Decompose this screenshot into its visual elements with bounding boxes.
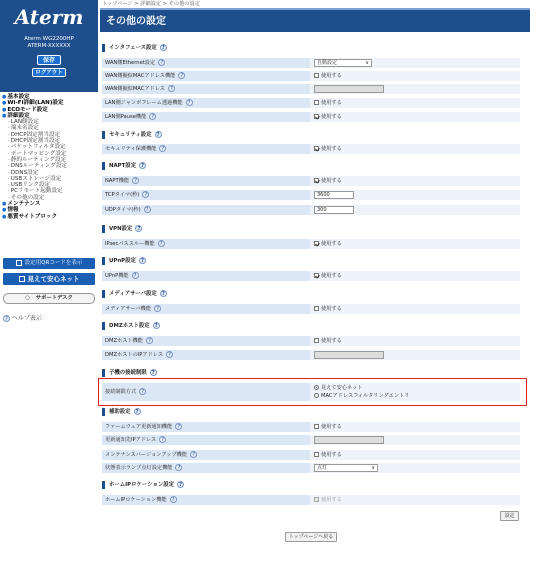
setting-value <box>310 205 520 215</box>
qr-code-label: 設定用QRコードを表示 <box>24 260 83 266</box>
setting-value <box>310 239 520 249</box>
setting-value <box>310 435 520 445</box>
setting-label <box>102 144 310 154</box>
save-button[interactable]: 保存 <box>37 55 61 65</box>
section-title: NAPT設定 <box>109 163 137 169</box>
sidebar-item[interactable]: · その他の設定 <box>2 195 96 201</box>
setting-value <box>310 176 520 186</box>
network-icon <box>19 276 25 282</box>
setting-value <box>310 304 520 314</box>
radio-label: 見えて安心ネット <box>321 385 363 391</box>
breadcrumb: トップページ > 詳細設定 > その他の設定 <box>102 1 200 7</box>
section-title: インタフェース設定 <box>109 45 157 51</box>
section-title: UPnP設定 <box>109 258 136 264</box>
setting-row-dmz_func <box>102 336 520 346</box>
setting-row-ipsec <box>102 239 520 249</box>
sidebar-item[interactable]: · LAN側設定 <box>2 119 96 125</box>
help-link[interactable] <box>3 313 42 322</box>
setting-label-text: メディアサーバ機能 <box>105 306 152 312</box>
help-icon[interactable]: ? <box>132 272 139 279</box>
help-icon[interactable]: ? <box>134 408 141 415</box>
sidebar-item[interactable]: · PCリモート起動設定 <box>2 188 96 194</box>
setting-label-text: メンテナンスバージョンアップ機能 <box>105 452 188 458</box>
section-heading-homeip <box>102 481 520 489</box>
setting-label-text: IPsecパススルー機能 <box>105 241 155 247</box>
sidebar-item[interactable]: · USBリンク設定 <box>2 182 96 188</box>
qr-icon <box>16 260 22 266</box>
setting-label <box>102 84 310 94</box>
help-icon[interactable]: ? <box>139 162 146 169</box>
setting-label <box>102 304 310 314</box>
sidebar-item[interactable]: · DDNS設定 <box>2 170 96 176</box>
help-icon[interactable]: ? <box>160 290 167 297</box>
setting-row-notify_ip <box>102 435 520 445</box>
setting-row-upnp_func <box>102 271 520 281</box>
setting-label <box>102 112 310 122</box>
highlight-box <box>98 378 527 406</box>
setting-row-lan_jumbo <box>102 98 520 108</box>
mieru-anshin-label: 見えて安心ネット <box>27 275 80 283</box>
setting-value <box>310 144 520 154</box>
use-checkbox[interactable] <box>314 273 319 278</box>
sidebar-item[interactable]: · ポートマッピング設定 <box>2 151 96 157</box>
dropdown-select[interactable]: 点灯 ∨ <box>314 464 378 472</box>
setting-row-udp_timer <box>102 205 520 215</box>
circle-icon: ○ <box>25 295 30 301</box>
help-icon[interactable]: ? <box>149 113 156 120</box>
section-title: 補助設定 <box>109 409 131 415</box>
sidebar-item[interactable]: ● Wi-Fi詳細(LAN)設定 <box>2 100 96 106</box>
help-icon[interactable]: ? <box>158 240 165 247</box>
text-input <box>314 436 384 444</box>
use-checkbox-label: 使用する <box>321 178 342 184</box>
help-icon[interactable]: ? <box>158 59 165 66</box>
help-icon[interactable]: ? <box>146 337 153 344</box>
setting-label-text: UDPタイマ(秒) <box>105 207 141 213</box>
setting-label <box>102 239 310 249</box>
help-icon[interactable]: ? <box>142 191 149 198</box>
help-icon[interactable]: ? <box>177 481 184 488</box>
section-heading-vpn <box>102 225 520 233</box>
sidebar-item[interactable]: · DHCP固定割当設定 <box>2 138 96 144</box>
setting-value <box>310 84 520 94</box>
setting-value <box>310 350 520 360</box>
setting-label <box>102 450 310 460</box>
setting-label <box>102 463 310 473</box>
setting-value <box>310 58 520 68</box>
setting-label-text: DMZホスト機能 <box>105 338 143 344</box>
help-icon[interactable]: ? <box>160 44 167 51</box>
page-title: その他の設定 <box>100 8 530 32</box>
section-heading-dmz <box>102 322 520 330</box>
help-icon[interactable]: ? <box>190 451 197 458</box>
text-input <box>314 85 384 93</box>
text-input[interactable]: 3600 <box>314 191 354 199</box>
help-icon[interactable]: ? <box>132 177 139 184</box>
help-icon[interactable]: ? <box>186 99 193 106</box>
aterm-logo: Aterm <box>0 0 98 34</box>
help-icon[interactable]: ? <box>159 145 166 152</box>
setting-label <box>102 71 310 81</box>
use-checkbox-label: 使用する <box>321 452 342 458</box>
use-checkbox[interactable] <box>314 306 319 311</box>
setting-row-media_func <box>102 304 520 314</box>
use-checkbox[interactable] <box>314 241 319 246</box>
setting-label-text: WAN側Ethernet設定 <box>105 60 156 66</box>
back-to-top-button[interactable]: トップページへ戻る <box>285 532 337 542</box>
use-checkbox-label: 使用する <box>321 146 342 152</box>
sidebar-item[interactable]: ● 悪質サイトブロック <box>2 214 96 220</box>
help-icon[interactable]: ? <box>168 85 175 92</box>
section-heading-media <box>102 290 520 298</box>
help-icon[interactable]: ? <box>154 305 161 312</box>
help-icon[interactable]: ? <box>139 257 146 264</box>
setting-label <box>102 176 310 186</box>
setting-row-wan_mac_addr <box>102 84 520 94</box>
help-icon[interactable]: ? <box>139 388 146 395</box>
setting-value <box>310 336 520 346</box>
use-checkbox-label: 使用する <box>321 73 342 79</box>
section-title: メディアサーバ設定 <box>109 291 157 297</box>
sidebar-item[interactable]: ● 基本設定 <box>2 94 96 100</box>
sidebar-item[interactable]: · 端末名設定 <box>2 125 96 131</box>
use-checkbox-label: 使用する <box>321 306 342 312</box>
setting-label-text: ホームIPロケーション機能 <box>105 497 167 503</box>
setting-label-text: ファームウェア更新通知機能 <box>105 424 173 430</box>
use-checkbox[interactable] <box>314 338 319 343</box>
sidebar-item[interactable]: · DNSルーティング設定 <box>2 163 96 169</box>
setting-label-text: LAN側Pause機能 <box>105 114 147 120</box>
use-checkbox-label: 使用する <box>321 273 342 279</box>
help-icon[interactable]: ? <box>178 72 185 79</box>
setting-value <box>310 98 520 108</box>
setting-label-text: 更新通知先IPアドレス <box>105 437 157 443</box>
mieru-anshin-button[interactable] <box>3 273 95 285</box>
setting-value <box>310 463 520 473</box>
setting-label-text: DMZホストのIPアドレス <box>105 352 164 358</box>
help-icon[interactable]: ? <box>159 436 166 443</box>
setting-label <box>102 435 310 445</box>
setting-label <box>102 336 310 346</box>
sidebar-item[interactable]: ● 情報 <box>2 207 96 213</box>
setting-value <box>310 422 520 432</box>
use-checkbox[interactable] <box>314 424 319 429</box>
sidebar-item[interactable]: ● ECOモード設定 <box>2 107 96 113</box>
setting-label-text: LAN側ジャンボフレーム透過機能 <box>105 100 183 106</box>
setting-row-dmz_ip <box>102 350 520 360</box>
use-checkbox-label: 使用する <box>321 338 342 344</box>
section-heading-security <box>102 131 520 139</box>
use-checkbox-label: 使用する <box>321 100 342 106</box>
setting-label-text: NAPT機能 <box>105 178 130 184</box>
setting-label-text: 接続制限方式 <box>105 389 137 395</box>
sidebar-item[interactable]: ● メンテナンス <box>2 201 96 207</box>
main-content <box>100 0 530 32</box>
qr-code-button[interactable] <box>3 258 95 269</box>
help-icon[interactable]: ? <box>170 496 177 503</box>
setting-row-lamp <box>102 463 520 473</box>
help-icon[interactable]: ? <box>175 464 182 471</box>
section-heading-child <box>102 369 520 377</box>
help-icon[interactable]: ? <box>150 369 157 376</box>
use-checkbox-label: 使用する <box>321 497 342 503</box>
sidebar-item[interactable]: · パケットフィルタ設定 <box>2 144 96 150</box>
use-checkbox[interactable] <box>314 114 319 119</box>
use-checkbox-label: 使用する <box>321 241 342 247</box>
sidebar-item[interactable]: ● 詳細設定 <box>2 113 96 119</box>
model-name: Aterm WG2200HP <box>24 36 74 42</box>
setting-row-wan_ethernet <box>102 58 520 68</box>
section-title: DMZホスト設定 <box>109 323 150 329</box>
setting-row-tcp_timer <box>102 190 520 200</box>
set-button[interactable]: 設定 <box>500 511 519 521</box>
setting-label-text: セキュリティ保護機能 <box>105 146 157 152</box>
section-title: VPN設定 <box>109 226 133 232</box>
section-heading-upnp <box>102 257 520 265</box>
setting-label <box>102 58 310 68</box>
setting-row-wan_mac_func <box>102 71 520 81</box>
model-info <box>0 34 98 92</box>
setting-value <box>310 450 520 460</box>
help-label: ヘルプ表示 <box>11 315 42 322</box>
setting-label-text: WAN側擬似MACアドレス機能 <box>105 73 176 79</box>
sidebar-item[interactable]: · DHCP固定割当設定 <box>2 132 96 138</box>
dropdown-select[interactable]: 自動設定 ∨ <box>314 59 372 67</box>
help-icon[interactable]: ? <box>175 423 182 430</box>
use-checkbox-label: 使用する <box>321 424 342 430</box>
device-id: ATERM-XXXXXX <box>27 43 71 49</box>
use-checkbox[interactable] <box>314 73 319 78</box>
setting-row-maint_ver <box>102 450 520 460</box>
section-heading-interface <box>102 44 520 52</box>
section-title: 子機の接続制限 <box>109 370 147 376</box>
setting-row-fw_notify <box>102 422 520 432</box>
sidebar-item[interactable]: · 静的ルーティング設定 <box>2 157 96 163</box>
use-checkbox <box>314 497 319 502</box>
help-icon[interactable]: ? <box>153 322 160 329</box>
text-input[interactable]: 300 <box>314 206 354 214</box>
support-desk-label: サポートデスク <box>35 295 73 301</box>
help-icon[interactable]: ? <box>155 131 162 138</box>
setting-row-lan_pause <box>102 112 520 122</box>
use-checkbox[interactable] <box>314 178 319 183</box>
use-checkbox[interactable] <box>314 452 319 457</box>
setting-value <box>310 190 520 200</box>
setting-label <box>102 98 310 108</box>
setting-row-napt_func <box>102 176 520 186</box>
section-title: ホームIPロケーション設定 <box>109 482 175 488</box>
help-icon[interactable]: ? <box>144 206 151 213</box>
use-checkbox-label: 使用する <box>321 114 342 120</box>
section-title: セキュリティ設定 <box>109 132 152 138</box>
setting-label <box>102 495 310 505</box>
radio-label: MACアドレスフィルタリングエントリ <box>321 393 410 399</box>
nav-list <box>2 94 96 220</box>
setting-label <box>102 350 310 360</box>
sidebar-item[interactable]: · USBストレージ設定 <box>2 176 96 182</box>
setting-label <box>102 205 310 215</box>
setting-label-text: UPnP機能 <box>105 273 129 279</box>
help-icon[interactable]: ? <box>135 225 142 232</box>
logout-button[interactable]: ログアウト <box>32 68 66 77</box>
section-heading-assist <box>102 408 520 416</box>
use-checkbox[interactable] <box>314 146 319 151</box>
setting-label-text: TCPタイマ(秒) <box>105 192 140 198</box>
setting-label-text: 状態表示ランプ点灯設定機能 <box>105 465 173 471</box>
sidebar <box>0 0 98 564</box>
setting-label <box>102 422 310 432</box>
setting-value <box>310 71 520 81</box>
setting-label-text: WAN側擬似MACアドレス <box>105 86 165 92</box>
setting-value <box>310 112 520 122</box>
setting-value <box>310 271 520 281</box>
section-heading-napt <box>102 162 520 170</box>
support-desk-button[interactable] <box>3 293 95 304</box>
setting-row-homeip_func <box>102 495 520 505</box>
setting-value <box>310 495 520 505</box>
setting-row-sec_protect <box>102 144 520 154</box>
use-checkbox[interactable] <box>314 100 319 105</box>
help-icon: ? <box>3 315 10 322</box>
text-input <box>314 351 384 359</box>
setting-label <box>102 271 310 281</box>
help-icon[interactable]: ? <box>166 351 173 358</box>
setting-label <box>102 190 310 200</box>
